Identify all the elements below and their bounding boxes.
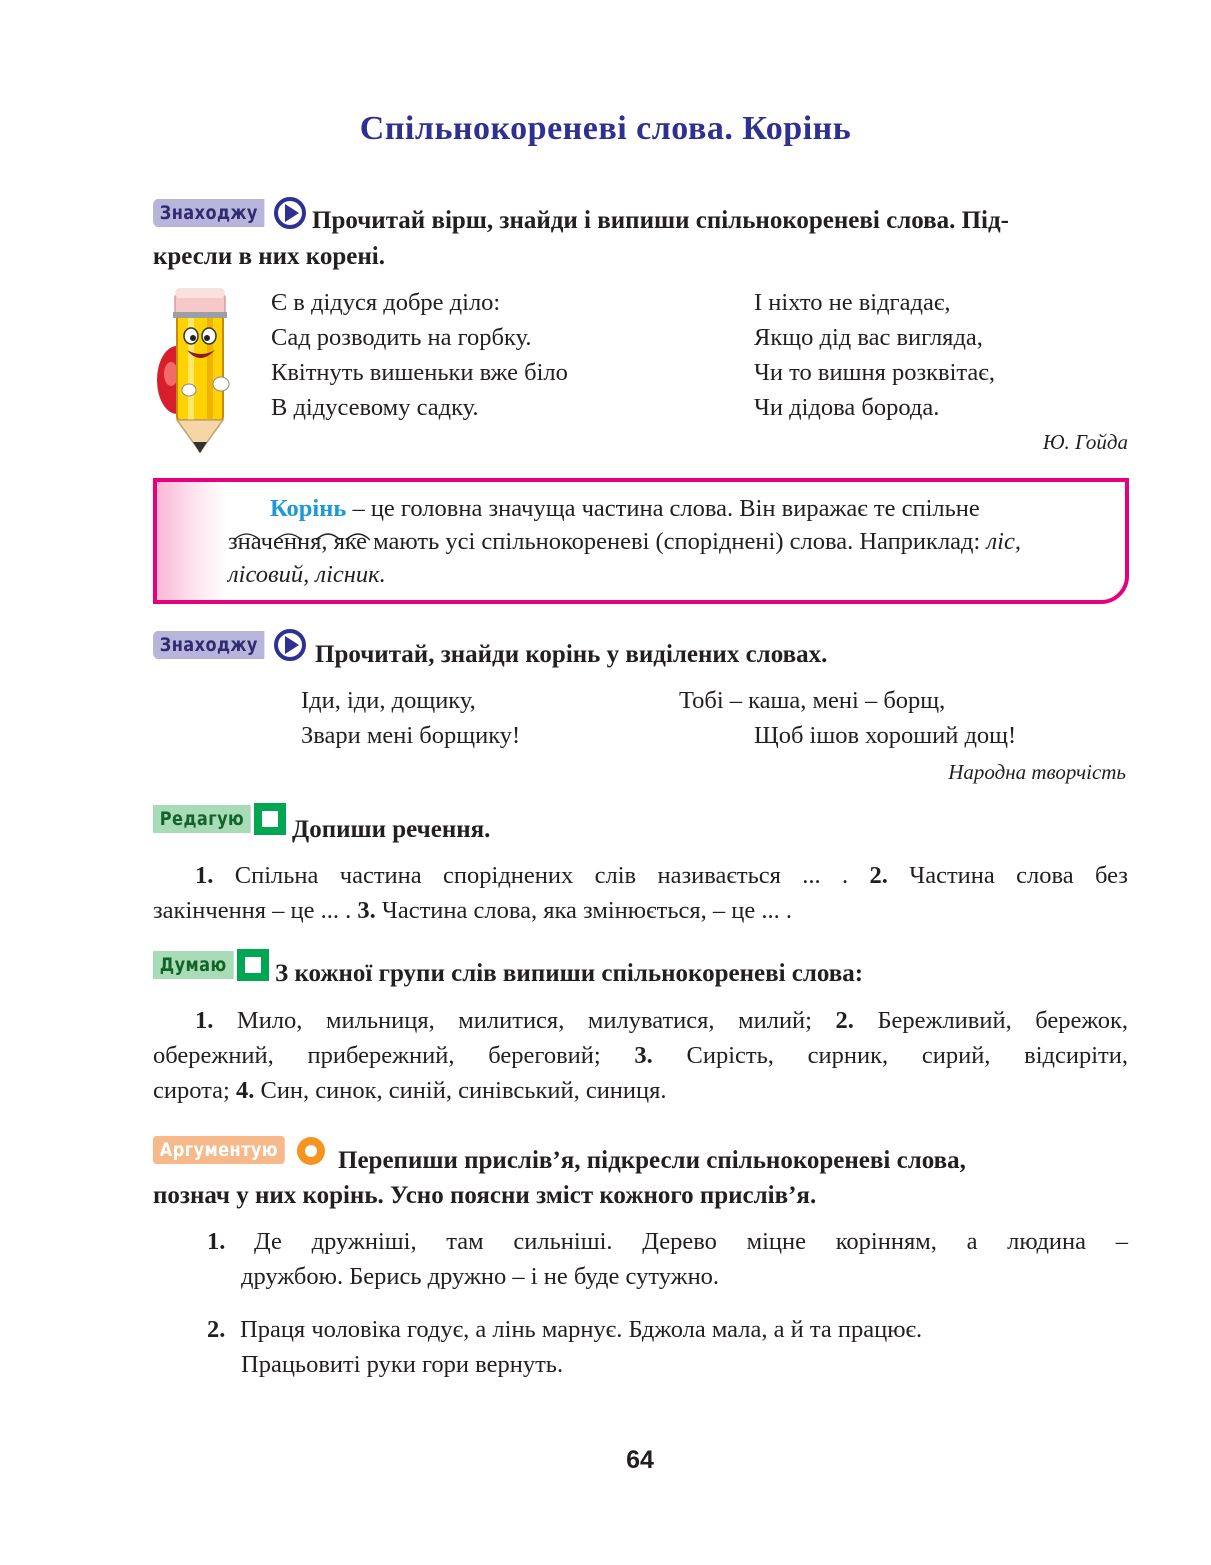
task-tag-think: Думаю xyxy=(153,951,233,979)
rule-line2-text: значення, яке мають усі спільнокореневі (споріднені) слова. Наприклад: xyxy=(228,528,987,555)
square-checkbox-icon xyxy=(254,803,286,835)
task-tag-argue: Аргументую xyxy=(153,1136,285,1164)
poem1-right-line4: Чи дідова борода. xyxy=(754,394,940,421)
poem2-right-line2: Щоб ішов хороший дощ! xyxy=(754,722,1017,749)
proverb1-line1: Де дружніші, там сильніші. Дерево міцне корінням, а людина – xyxy=(254,1228,1128,1255)
poem1-author: Ю. Гойда xyxy=(1042,430,1128,454)
poem1-left-line2: Сад розводить на горбку. xyxy=(271,324,532,351)
task4-line3: сирота; 4. Син, синок, синій, синівський, синиця. xyxy=(153,1077,667,1104)
play-arrow-icon xyxy=(273,196,307,230)
rule-line1-text: – це головна значуща частина слова. Він виражає те спільне xyxy=(346,495,980,522)
poem1-left-line1: Є в дідуся добре діло: xyxy=(271,289,501,316)
proverb2-line2: Працьовиті руки гори вернуть. xyxy=(241,1351,564,1378)
rule-line1 xyxy=(228,492,1106,525)
play-arrow-icon xyxy=(273,628,307,662)
proverb2-line1: Праця чоловіка годує, а лінь марнує. Бджола мала, а й та працює. xyxy=(240,1316,923,1343)
poem1-left-line4: В дідусевому садку. xyxy=(271,394,479,421)
task1-instruction-line1: Прочитай вірш, знайди і випиши спільнокореневі слова. Під- xyxy=(312,207,1009,234)
poem1-right-line3: Чи то вишня розквітає, xyxy=(754,359,995,386)
poem2-right-line1: Тобі – каша, мені – борщ, xyxy=(679,687,946,714)
task5-instruction-line2: познач у них корінь. Усно поясни зміст кожного прислів’я. xyxy=(153,1182,817,1209)
task3-instruction: Допиши речення. xyxy=(292,816,491,843)
circle-bullet-icon xyxy=(295,1135,327,1167)
poem2-left-line2: Звари мені борщику! xyxy=(301,722,521,749)
proverb1-number: 1. xyxy=(207,1228,226,1255)
rule-term: Корінь xyxy=(270,495,347,522)
poem1-right-line1: І ніхто не відгадає, xyxy=(754,289,951,316)
task3-line2: закінчення – це ... . 3. Частина слова, яка змінюється, – це ... . xyxy=(153,897,792,924)
task5-instruction-line1: Перепиши прислів’я, підкресли спільнокореневі слова, xyxy=(338,1147,966,1174)
square-checkbox-icon xyxy=(237,949,269,981)
page-title: Спільнокореневі слова. Корінь xyxy=(359,110,852,147)
page-number: 64 xyxy=(626,1446,654,1474)
poem1-right-line2: Якщо дід вас вигляда, xyxy=(754,324,983,351)
task-tag-find-1: Знаходжу xyxy=(153,199,265,227)
task2-instruction: Прочитай, знайди корінь у виділених словах. xyxy=(315,641,828,668)
poem2-left-line1: Іди, іди, дощику, xyxy=(301,687,476,714)
root-arcs-icon xyxy=(228,528,378,542)
proverb2-number: 2. xyxy=(207,1316,226,1343)
task-tag-find-2: Знаходжу xyxy=(153,631,265,659)
task1-instruction-line2: кресли в них корені. xyxy=(153,243,385,270)
poem1-left-line3: Квітнуть вишеньки вже біло xyxy=(271,359,568,386)
rule-example-1: ліс, xyxy=(986,528,1021,555)
task4-line1: 1. Мило, мильниця, милитися, милуватися, милий; 2. Бережливий, бережок, xyxy=(195,1007,1129,1034)
proverb1-line2: дружбою. Берись дружно – і не буде сутужно. xyxy=(241,1263,720,1290)
task4-instruction: З кожної групи слів випиши спільнокореневі слова: xyxy=(275,960,864,987)
rule-example-2: лісовий, лісник. xyxy=(228,561,386,588)
task-tag-edit: Редагую xyxy=(153,805,251,833)
poem2-author: Народна творчість xyxy=(948,760,1126,784)
task3-line1: 1. Спільна частина споріднених слів називається ... . 2. Частина слова без xyxy=(195,862,1128,889)
task4-line2: обережний, прибережний, береговий; 3. Сирість, сирник, сирий, відсиріти, xyxy=(153,1042,1128,1069)
pencil-character-icon xyxy=(155,280,240,458)
